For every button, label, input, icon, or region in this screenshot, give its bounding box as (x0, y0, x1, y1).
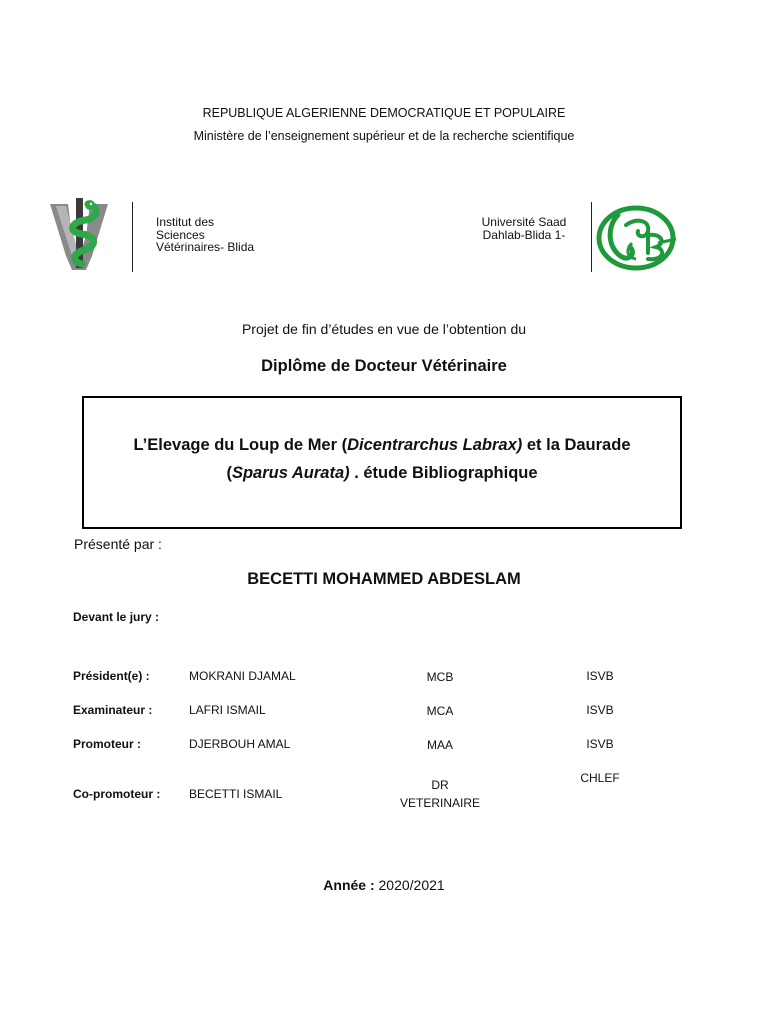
jury-grade-line: VETERINAIRE (399, 796, 480, 810)
diploma-title: Diplôme de Docteur Vétérinaire (261, 357, 507, 375)
title-text: . étude Bibliographique (349, 464, 538, 482)
jury-institution: CHLEF (580, 771, 620, 785)
divider-right (591, 202, 592, 272)
jury-label: Devant le jury : (73, 610, 160, 624)
jury-grade: MCA (426, 704, 454, 718)
jury-grade (380, 776, 500, 812)
project-intro: Projet de fin d’études en vue de l’obtention du (241, 321, 527, 337)
university-line: Université Saad (481, 215, 567, 229)
author-name: BECETTI MOHAMMED ABDESLAM (247, 570, 521, 588)
institute-line: Sciences (156, 227, 205, 242)
jury-name: LAFRI ISMAIL (189, 703, 266, 717)
title-species: Dicentrarchus Labrax) (347, 436, 523, 454)
institute-line: Vétérinaires- Blida (156, 240, 255, 254)
jury-name: MOKRANI DJAMAL (189, 669, 296, 683)
jury-role: Examinateur : (73, 703, 153, 717)
university-name (472, 216, 576, 241)
year-label: Année : (323, 877, 375, 893)
jury-role: Président(e) : (73, 669, 150, 683)
academic-year (0, 877, 768, 893)
jury-institution: ISVB (586, 737, 614, 751)
jury-name: BECETTI ISMAIL (189, 787, 283, 801)
jury-role: Co-promoteur : (73, 787, 161, 801)
jury-institution: ISVB (586, 669, 614, 683)
jury-grade-line: DR (431, 778, 449, 792)
jury-grade: MCB (426, 670, 454, 684)
year-value: 2020/2021 (378, 877, 445, 893)
presented-by-label: Présenté par : (74, 536, 162, 552)
header-republic: REPUBLIQUE ALGERIENNE DEMOCRATIQUE ET POPULAIRE (202, 106, 566, 120)
university-line: Dahlab-Blida 1- (482, 227, 566, 242)
thesis-title-box (82, 396, 682, 529)
divider-left (132, 202, 133, 272)
institute-line: Institut des (156, 215, 215, 229)
jury-institution: ISVB (586, 703, 614, 717)
isv-blida-logo (48, 196, 110, 272)
title-species: Sparus Aurata) (231, 464, 350, 482)
jury-name: DJERBOUH AMAL (189, 737, 291, 751)
thesis-title (84, 431, 680, 487)
header-ministry: Ministère de l’enseignement supérieur et de la recherche scientifique (193, 129, 575, 143)
title-text: L’Elevage du Loup de Mer ( (133, 436, 348, 454)
jury-grade: MAA (426, 738, 453, 752)
institute-name (156, 216, 254, 254)
jury-role: Promoteur : (73, 737, 142, 751)
title-text: et la Daurade (522, 436, 631, 454)
title-text: ( (226, 464, 232, 482)
university-blida-logo (596, 203, 680, 271)
